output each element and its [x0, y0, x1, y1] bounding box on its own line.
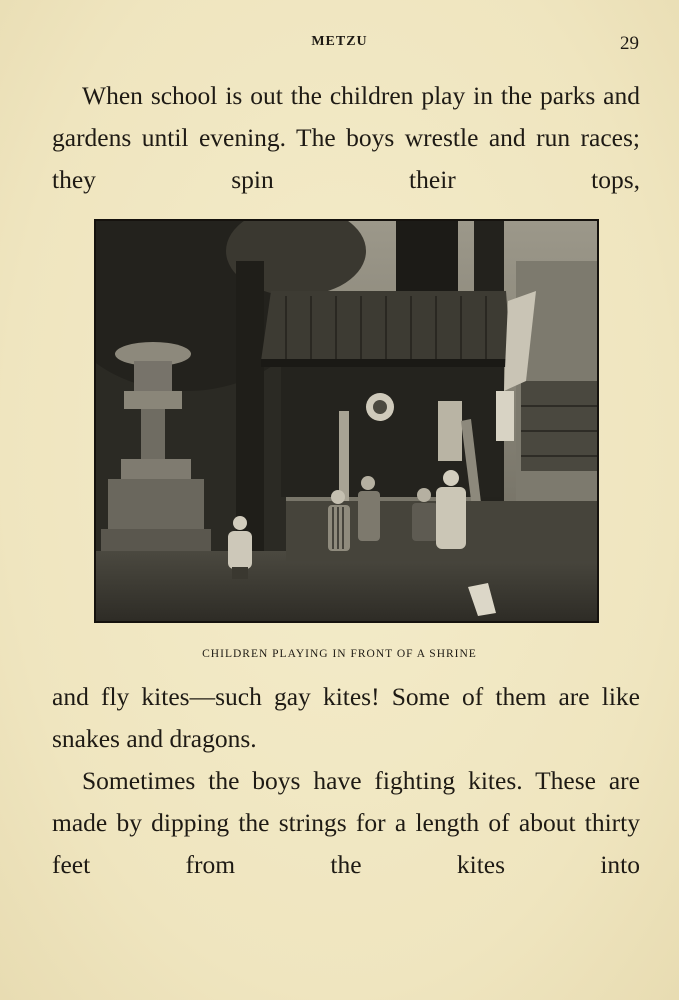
shrine-photograph: [94, 219, 599, 623]
paragraph-3: Sometimes the boys have fighting kites. These are made by dipping the strings for a length of about thirty feet from the kites into: [52, 766, 640, 879]
paragraph-1: When school is out the children play in the parks and gardens until evening. The boys wrestle and run races; they spin their tops,: [52, 81, 640, 194]
running-title: METZU: [311, 34, 368, 49]
paragraph-2: and fly kites—such gay kites! Some of them are like snakes and dragons.: [52, 682, 640, 753]
page-number: 29: [620, 33, 639, 54]
photo-illustration: [96, 221, 597, 621]
figure-caption: CHILDREN PLAYING IN FRONT OF A SHRINE: [202, 648, 477, 660]
